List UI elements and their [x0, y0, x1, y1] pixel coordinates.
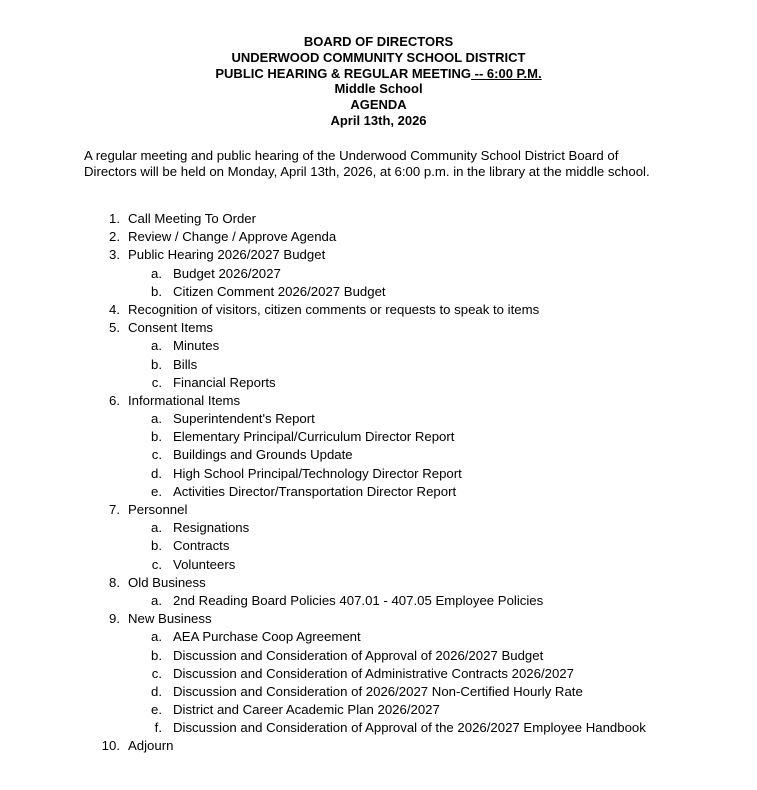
agenda-item: [0, 246, 757, 264]
agenda-subitem-text: Contracts: [173, 538, 230, 554]
agenda-item: [0, 737, 757, 755]
agenda-item: [0, 319, 757, 337]
agenda-subitem-letter: b.: [151, 356, 162, 372]
agenda-subitem-text: Buildings and Grounds Update: [173, 447, 353, 463]
agenda-item-text: Adjourn: [128, 738, 174, 754]
agenda-subitem: [0, 465, 757, 483]
agenda-item-text: Personnel: [128, 502, 188, 517]
agenda-subitem-letter: e.: [151, 702, 162, 718]
header-location: Middle School: [334, 81, 423, 97]
agenda-subitem-letter: b.: [151, 647, 162, 663]
agenda-subitem-letter: d.: [151, 465, 162, 481]
agenda-item-number: 7.: [109, 502, 120, 517]
agenda-subitem-text: Resignations: [173, 520, 250, 536]
agenda-subitem-letter: a.: [151, 265, 162, 281]
agenda-item-number: 9.: [109, 611, 120, 627]
agenda-subitem: [0, 483, 757, 501]
agenda-subitem-text: Citizen Comment 2026/2027 Budget: [173, 283, 386, 299]
agenda-subitem-letter: a.: [151, 338, 162, 354]
agenda-subitem-letter: a.: [151, 592, 162, 608]
agenda-subitem-letter: c.: [151, 556, 162, 572]
agenda-subitem-letter: a.: [151, 629, 162, 645]
agenda-item-number: 10.: [101, 738, 120, 754]
agenda-subitem: [0, 337, 757, 355]
agenda-subitem: [0, 556, 757, 574]
agenda-subitem: [0, 537, 757, 555]
agenda-subitem-text: Superintendent's Report: [173, 411, 315, 427]
agenda-subitem: [0, 283, 757, 301]
agenda-subitem-text: Discussion and Consideration of Approval of the 2026/2027 Employee Handbook: [173, 720, 646, 736]
document-header: [0, 34, 757, 129]
agenda-subitem-text: 2nd Reading Board Policies 407.01 - 407.05 Employee Policies: [173, 592, 544, 608]
header-board-title: BOARD OF DIRECTORS: [303, 34, 454, 49]
agenda-item-text: Old Business: [128, 574, 206, 590]
agenda-subitem-letter: a.: [151, 411, 162, 427]
agenda-subitem-text: Financial Reports: [173, 374, 276, 390]
agenda-subitem-letter: b.: [151, 538, 162, 554]
agenda-subitem-letter: f.: [154, 720, 162, 736]
agenda-item: [0, 610, 757, 628]
agenda-item: [0, 301, 757, 319]
agenda-item-number: 8.: [109, 574, 120, 590]
agenda-subitem-text: Discussion and Consideration of Administrative Contracts 2026/2027: [173, 665, 574, 681]
agenda-item-number: 2.: [109, 229, 120, 245]
agenda-subitem: [0, 665, 757, 683]
agenda-item: [0, 228, 757, 246]
agenda-subitem: [0, 356, 757, 374]
agenda-subitem-letter: b.: [151, 283, 162, 299]
agenda-item-text: Public Hearing 2026/2027 Budget: [128, 247, 326, 263]
agenda-subitem-text: AEA Purchase Coop Agreement: [173, 629, 361, 645]
agenda-subitem-text: District and Career Academic Plan 2026/2027: [173, 702, 440, 718]
agenda-subitem-text: Bills: [173, 356, 198, 372]
agenda-item-number: 4.: [109, 301, 120, 317]
agenda-subitem-text: Volunteers: [173, 556, 236, 572]
agenda-subitem: [0, 374, 757, 392]
header-date: April 13th, 2026: [330, 112, 427, 128]
agenda-subitem: [0, 647, 757, 665]
agenda-subitem-text: Budget 2026/2027: [173, 265, 281, 281]
agenda-subitem-letter: c.: [151, 374, 162, 390]
agenda-subitem-text: Minutes: [173, 338, 220, 354]
header-agenda-title: AGENDA: [350, 97, 407, 113]
agenda-subitem-text: Discussion and Consideration of 2026/2027 Non-Certified Hourly Rate: [173, 683, 583, 699]
agenda-subitem: [0, 428, 757, 446]
agenda-subitem-text: Activities Director/Transportation Director Report: [173, 483, 457, 499]
agenda-item-text: Call Meeting To Order: [128, 211, 257, 226]
agenda-subitem-text: High School Principal/Technology Director Report: [173, 465, 462, 481]
header-district-name: UNDERWOOD COMMUNITY SCHOOL DISTRICT: [231, 49, 526, 65]
agenda-item-text: Informational Items: [128, 392, 241, 408]
agenda-subitem-text: Elementary Principal/Curriculum Director Report: [173, 429, 455, 445]
agenda-subitem: [0, 446, 757, 464]
agenda-subitem-letter: d.: [151, 683, 162, 699]
header-meeting-type: [0, 66, 757, 82]
agenda-item: [0, 392, 757, 410]
agenda-subitem: [0, 265, 757, 283]
agenda-item-number: 1.: [109, 211, 120, 226]
agenda-subitem: [0, 683, 757, 701]
agenda-item-number: 3.: [109, 247, 120, 263]
agenda-subitem: [0, 519, 757, 537]
agenda-item-number: 5.: [109, 320, 120, 336]
meeting-time: -- 6:00 P.M.: [471, 65, 542, 81]
agenda-item-number: 6.: [109, 392, 120, 408]
agenda-subitem-letter: c.: [151, 665, 162, 681]
meeting-type-label: PUBLIC HEARING & REGULAR MEETING: [215, 65, 472, 81]
agenda-subitem: [0, 628, 757, 646]
agenda-item-text: Recognition of visitors, citizen comments or requests to speak to items: [128, 301, 540, 317]
agenda-item-text: New Business: [128, 611, 212, 627]
agenda-subitem-letter: c.: [151, 447, 162, 463]
agenda-subitem: [0, 592, 757, 610]
agenda-item: [0, 501, 757, 519]
agenda-subitem-letter: a.: [151, 520, 162, 536]
agenda-subitem-letter: e.: [151, 483, 162, 499]
agenda-subitem: [0, 410, 757, 428]
intro-paragraph: A regular meeting and public hearing of the Underwood Community School District Board of Directors will be held on Monday, April 13th, 2026, at 6:00 p.m. in the library at the middle school.: [84, 148, 650, 180]
agenda-subitem: [0, 719, 757, 737]
agenda-item: [0, 210, 757, 228]
agenda-item-text: Consent Items: [128, 320, 214, 336]
agenda-list: [0, 210, 757, 756]
agenda-subitem: [0, 701, 757, 719]
agenda-item-text: Review / Change / Approve Agenda: [128, 229, 337, 245]
agenda-item: [0, 574, 757, 592]
agenda-subitem-text: Discussion and Consideration of Approval of 2026/2027 Budget: [173, 647, 544, 663]
agenda-subitem-letter: b.: [151, 429, 162, 445]
